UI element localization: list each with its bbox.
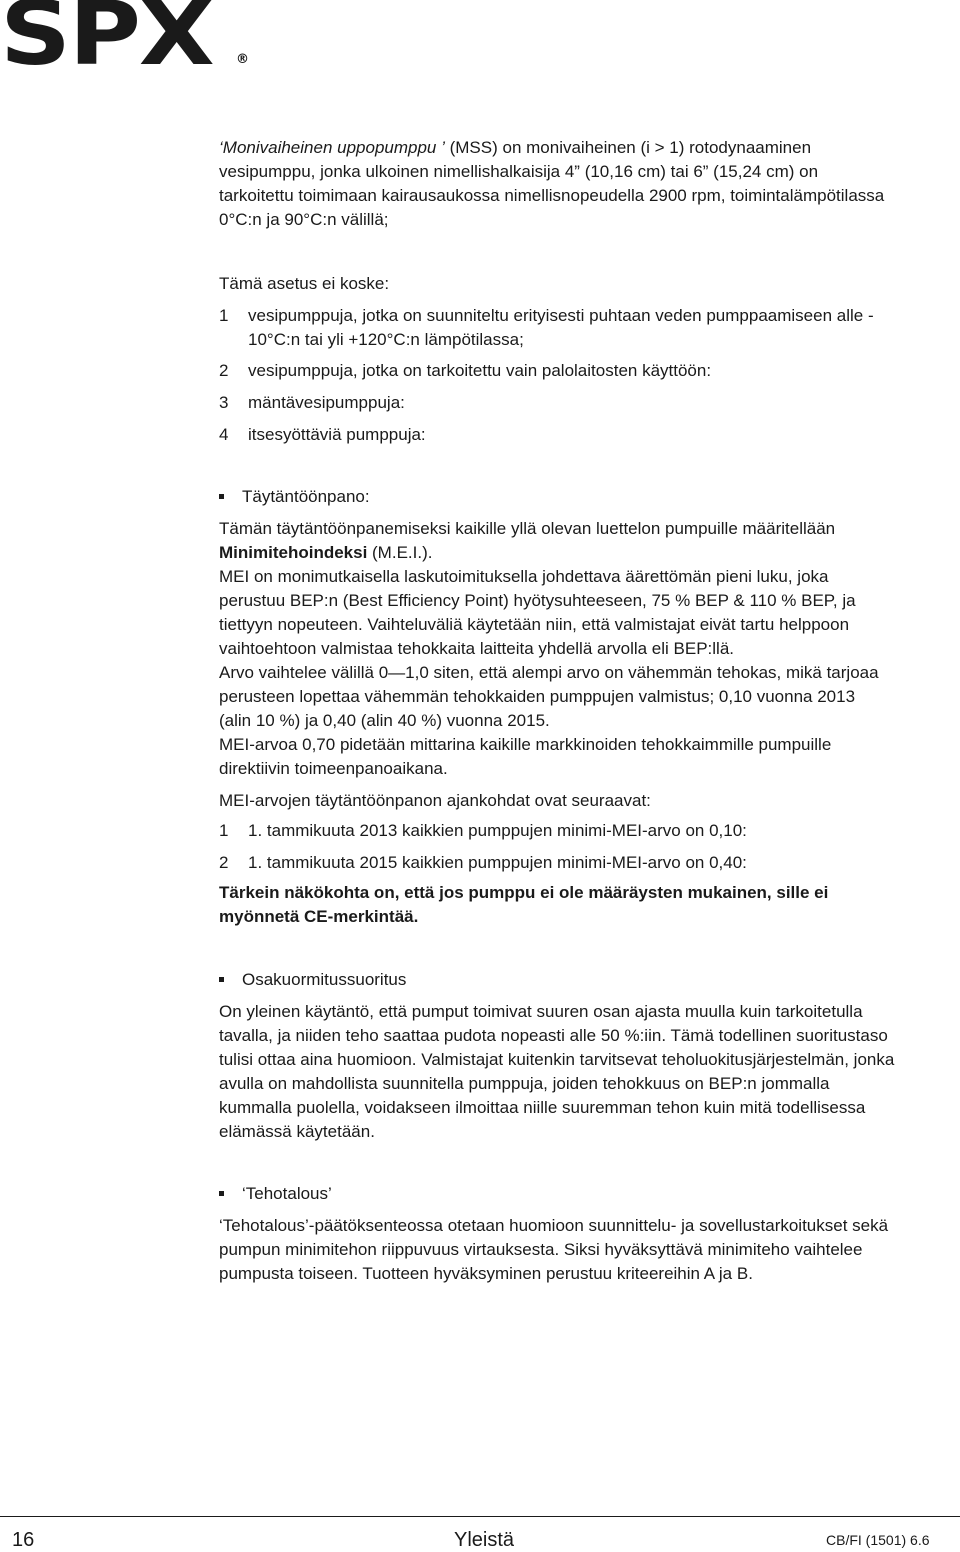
implementation-line: direktiivin toimeenpanoaikana. xyxy=(219,759,448,778)
exclusion-item-3-text: mäntävesipumppuja: xyxy=(248,393,405,412)
exclusion-item-1-line-1: vesipumppuja, jotka on suunniteltu erityisesti puhtaan veden pumppaamiseen alle - xyxy=(248,306,874,325)
exclusion-item-3-num: 3 xyxy=(219,393,229,412)
partload-heading: Osakuormitussuoritus xyxy=(242,970,407,989)
date-item-1-num: 1 xyxy=(219,821,229,840)
intro-line-1 xyxy=(219,136,811,160)
mei-term: Minimitehoindeksi xyxy=(219,543,368,562)
efficiency-line: pumpusta toiseen. Tuotteen hyväksyminen perustuu kriteereihin A ja B. xyxy=(219,1264,753,1283)
implementation-line: Arvo vaihtelee välillä 0—1,0 siten, että alempi arvo on vähemmän tehokas, mikä tarjoaa xyxy=(219,663,879,682)
implementation-line: perusteen lopettaa vähemmän tehokkaiden pumppujen valmistus; 0,10 vuonna 2013 xyxy=(219,687,856,706)
mei-abbrev: (M.E.I.). xyxy=(367,543,433,562)
dates-heading: MEI-arvojen täytäntöönpanon ajankohdat ovat seuraavat: xyxy=(219,791,651,810)
exclusion-item-2-num: 2 xyxy=(219,361,229,380)
date-item-2-text: 1. tammikuuta 2015 kaikkien pumppujen minimi-MEI-arvo on 0,40: xyxy=(248,853,747,872)
bullet-square-icon xyxy=(219,1191,224,1196)
footer-divider xyxy=(0,1516,960,1517)
implementation-line: (alin 10 %) ja 0,40 (alin 40 %) vuonna 2015. xyxy=(219,711,550,730)
partload-line: tulisi ottaa aina huomioon. Valmistajat kuitenkin tarvitsevat teholuokitusjärjestelmän, jonka xyxy=(219,1050,895,1069)
exclusion-item-4-text: itsesyöttäviä pumppuja: xyxy=(248,425,426,444)
implementation-line: MEI on monimutkaisella laskutoimituksella johdettava äärettömän pieni luku, joka xyxy=(219,567,829,586)
exclusions-heading: Tämä asetus ei koske: xyxy=(219,274,390,293)
bullet-square-icon xyxy=(219,977,224,982)
implementation-heading: Täytäntöönpano: xyxy=(242,487,370,506)
exclusion-item-1-line-2: 10°C:n tai yli +120°C:n lämpötilassa; xyxy=(248,330,524,349)
exclusion-item-4-num: 4 xyxy=(219,425,229,444)
partload-line: tavalla, ja niiden teho saattaa pudota nopeasti alle 50 %:iin. Tämä todellinen suoritustaso xyxy=(219,1026,888,1045)
registered-mark: ® xyxy=(236,52,249,67)
intro-line-3: tarkoitettu toimimaan kairausaukossa nimellisnopeudella 2900 rpm, toimintalämpötilassa xyxy=(219,186,885,205)
implementation-p1-line-2 xyxy=(219,541,432,565)
implementation-p1-line-1: Tämän täytäntöönpanemiseksi kaikille yllä olevan luettelon pumpuille määritellään xyxy=(219,519,836,538)
footer-section: Yleistä xyxy=(454,1529,515,1551)
logo-text: SPX xyxy=(0,0,213,85)
warning-line-1: Tärkein näkökohta on, että jos pumppu ei ole määräysten mukainen, sille ei xyxy=(219,883,829,902)
implementation-line: tiettyyn nopeuteen. Vaihteluväliä käytetään niin, että valmistajat eivät tartu helppoon xyxy=(219,615,850,634)
intro-term: ‘Monivaiheinen uppopumppu ’ xyxy=(219,138,445,157)
implementation-line: vaihtoehtoon valmistaa tehokkaita laitteita yhdellä arvolla eli BEP:llä. xyxy=(219,639,735,658)
date-item-1-text: 1. tammikuuta 2013 kaikkien pumppujen minimi-MEI-arvo on 0,10: xyxy=(248,821,747,840)
spx-logo xyxy=(0,0,250,85)
partload-line: On yleinen käytäntö, että pumput toimivat suuren osan ajasta muulla kuin tarkoitetulla xyxy=(219,1002,863,1021)
partload-line: kummalla puolella, voidakseen ilmoittaa niille suuremman tehon kuin mitä todellisessa xyxy=(219,1098,866,1117)
implementation-line: MEI-arvoa 0,70 pidetään mittarina kaikille markkinoiden tehokkaimmille pumpuille xyxy=(219,735,832,754)
efficiency-line: pumpun minimitehon riippuvuus virtauksesta. Siksi hyväksyttävä minimiteho vaihtelee xyxy=(219,1240,863,1259)
partload-line: avulla on mahdollista suunnitella pumppuja, joiden tehokkuus on BEP:n jommalla xyxy=(219,1074,830,1093)
exclusion-item-1-num: 1 xyxy=(219,306,229,325)
intro-line-4: 0°C:n ja 90°C:n välillä; xyxy=(219,210,389,229)
footer-doc-code: CB/FI (1501) 6.6 xyxy=(826,1532,930,1548)
intro-line-2: vesipumppu, jonka ulkoinen nimellishalkaisija 4” (10,16 cm) tai 6” (15,24 cm) on xyxy=(219,162,819,181)
partload-line: elämässä käytetään. xyxy=(219,1122,375,1141)
intro-line-1-rest: (MSS) on monivaiheinen (i > 1) rotodynaaminen xyxy=(444,138,812,157)
warning-line-2: myönnetä CE-merkintää. xyxy=(219,907,419,926)
exclusion-item-2-text: vesipumppuja, jotka on tarkoitettu vain palolaitosten käyttöön: xyxy=(248,361,712,380)
page-number: 16 xyxy=(12,1529,35,1551)
implementation-line: perustuu BEP:n (Best Efficiency Point) hyötysuhteeseen, 75 % BEP & 110 % BEP, ja xyxy=(219,591,856,610)
date-item-2-num: 2 xyxy=(219,853,229,872)
bullet-square-icon xyxy=(219,494,224,499)
efficiency-heading: ‘Tehotalous’ xyxy=(242,1184,332,1203)
efficiency-line: ‘Tehotalous’-päätöksenteossa otetaan huomioon suunnittelu- ja sovellustarkoitukset sekä xyxy=(219,1216,889,1235)
